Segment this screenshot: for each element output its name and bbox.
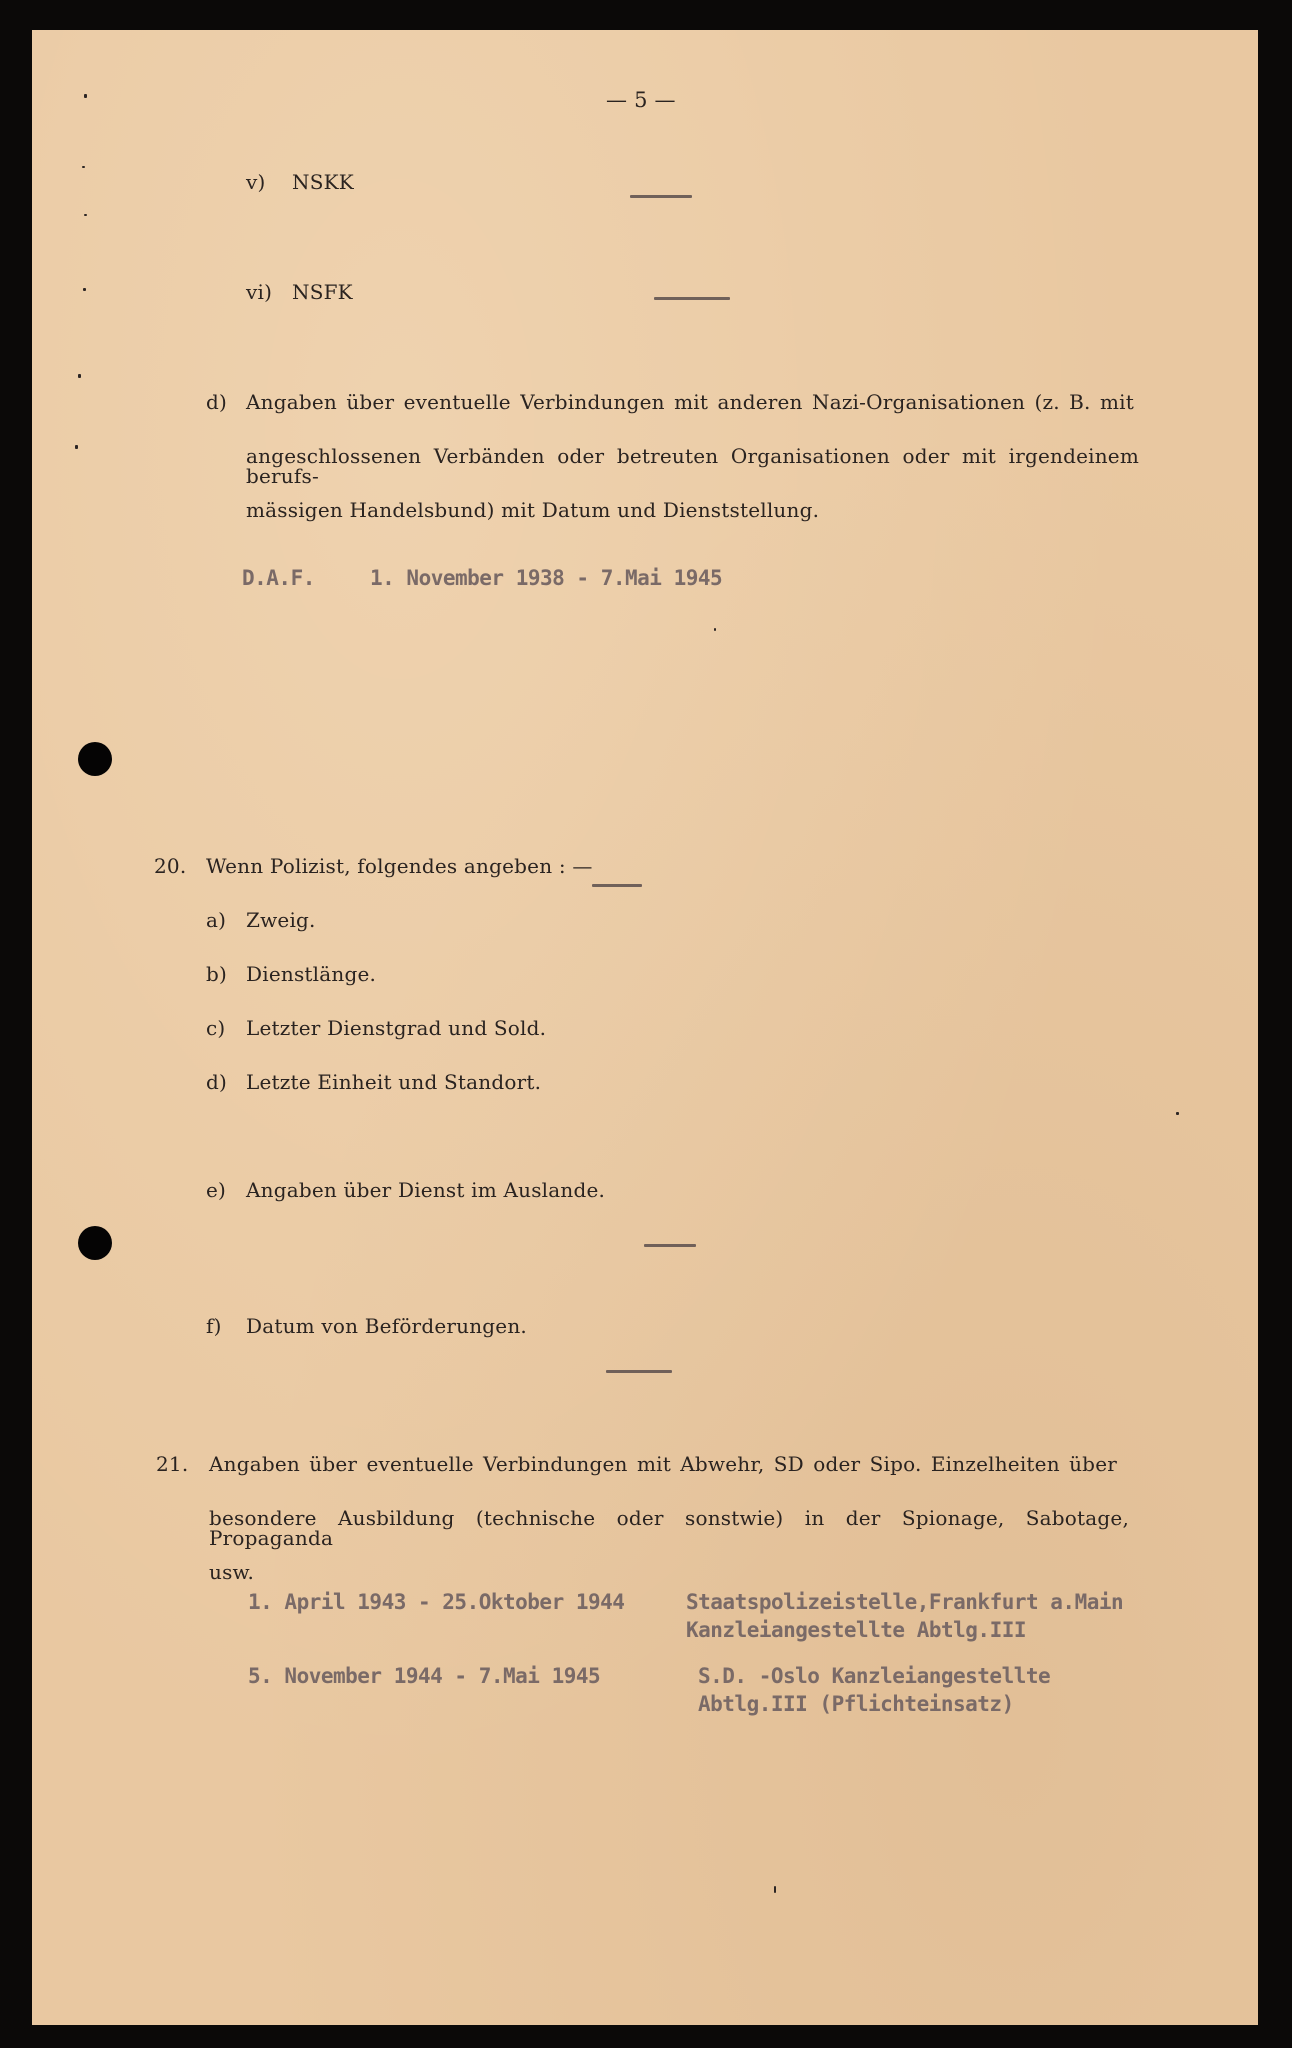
q21-line3: usw. xyxy=(209,1560,255,1584)
q20-f-label: f) xyxy=(206,1314,222,1338)
q20-b-label: b) xyxy=(206,962,228,986)
q21-line1: Angaben über eventuelle Verbindungen mit Abwehr, SD oder Sipo. Einzelheiten über xyxy=(209,1452,1117,1476)
q20-e-label: e) xyxy=(206,1178,227,1202)
typed-dash xyxy=(592,884,642,887)
q20-e-text: Angaben über Dienst im Auslande. xyxy=(246,1178,606,1202)
typed-entry-2-dates: 5. November 1944 - 7.Mai 1945 xyxy=(248,1664,601,1688)
q21-line2: besondere Ausbildung (technische oder sonstwie) in der Spionage, Sabotage, Propaganda xyxy=(209,1506,1129,1550)
typed-entry-1-place-2: Kanzleiangestellte Abtlg.III xyxy=(686,1618,1027,1642)
item-v-label: v) xyxy=(246,170,266,194)
paper-speck xyxy=(84,94,87,98)
q20-d-label: d) xyxy=(206,1070,228,1094)
typed-entry-1-dates: 1. April 1943 - 25.Oktober 1944 xyxy=(248,1590,625,1614)
q20-a-label: a) xyxy=(206,908,227,932)
typed-dash xyxy=(654,297,730,300)
item-d-label: d) xyxy=(206,390,228,414)
document-page xyxy=(32,30,1258,2025)
item-d-line3: mässigen Handelsbund) mit Datum und Dienststellung. xyxy=(246,498,820,522)
item-v-text: NSKK xyxy=(292,170,354,194)
paper-speck xyxy=(82,166,85,168)
q20-number: 20. xyxy=(154,854,187,878)
q20-d-text: Letzte Einheit und Standort. xyxy=(246,1070,542,1094)
q20-b-text: Dienstlänge. xyxy=(246,962,377,986)
typed-entry-1-place-1: Staatspolizeistelle,Frankfurt a.Main xyxy=(686,1590,1124,1614)
paper-speck xyxy=(84,214,87,216)
paper-speck xyxy=(1176,1112,1179,1115)
q20-f-text: Datum von Beförderungen. xyxy=(246,1314,527,1338)
item-vi-text: NSFK xyxy=(292,280,353,304)
typed-dates: 1. November 1938 - 7.Mai 1945 xyxy=(370,566,723,590)
page-number: — 5 — xyxy=(606,88,676,112)
q20-c-text: Letzter Dienstgrad und Sold. xyxy=(246,1016,547,1040)
typed-dash xyxy=(630,195,692,198)
item-d-line2: angeschlossenen Verbänden oder betreuten Organisationen oder mit irgendeinem berufs- xyxy=(246,444,1139,488)
paper-speck xyxy=(78,374,81,378)
paper-speck xyxy=(774,1886,776,1893)
typed-org: D.A.F. xyxy=(242,566,315,590)
item-d-line1: Angaben über eventuelle Verbindungen mit anderen Nazi-Organisationen (z. B. mit xyxy=(246,390,1134,414)
typed-entry-2-place-1: S.D. -Oslo Kanzleiangestellte xyxy=(698,1664,1051,1688)
paper-speck xyxy=(83,288,86,291)
typed-dash xyxy=(644,1244,696,1247)
item-vi-label: vi) xyxy=(246,280,273,304)
paper-speck xyxy=(714,628,716,631)
typed-dash xyxy=(606,1370,672,1373)
q20-a-text: Zweig. xyxy=(246,908,316,932)
typed-entry-2-place-2: Abtlg.III (Pflichteinsatz) xyxy=(698,1692,1014,1716)
q20-c-label: c) xyxy=(206,1016,226,1040)
q21-number: 21. xyxy=(156,1452,189,1476)
punch-hole xyxy=(78,742,112,776)
q20-text: Wenn Polizist, folgendes angeben : — xyxy=(206,854,593,878)
punch-hole xyxy=(78,1226,112,1260)
paper-speck xyxy=(75,445,78,449)
